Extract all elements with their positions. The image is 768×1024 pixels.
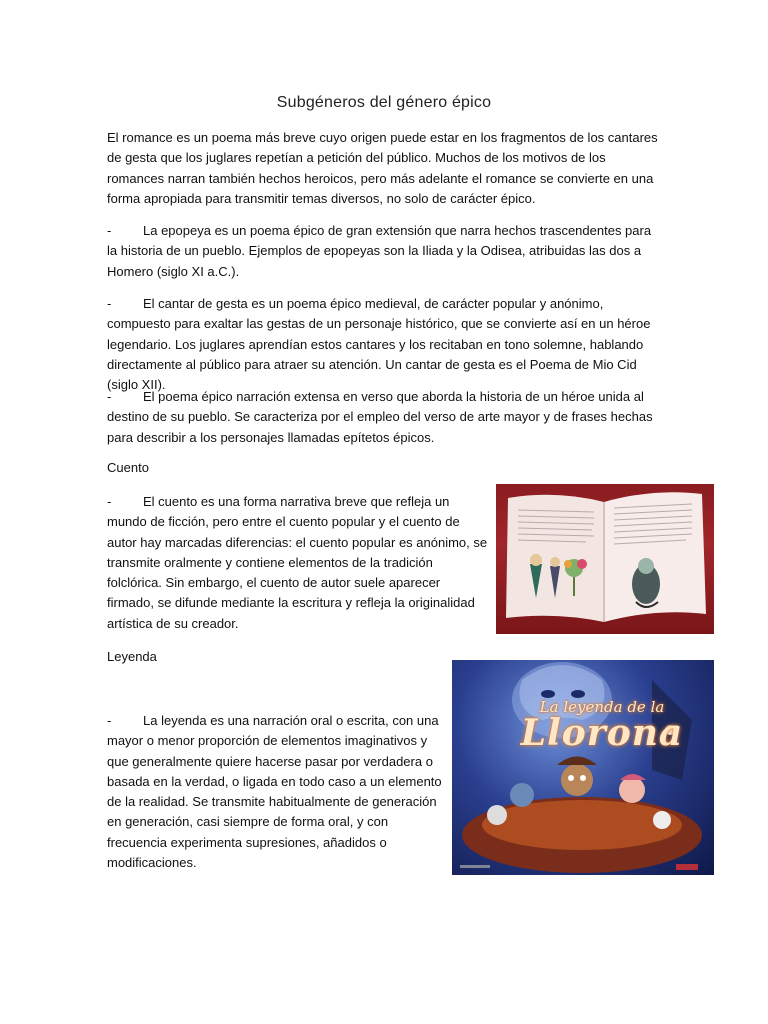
list-item-text: La epopeya es un poema épico de gran extensión que narra hechos trascendentes para la historia de un pueblo. Ejemplos de epopeyas son la Iliada y la Odisea, atribuidas las dos a Homero (siglo XI a.C.). <box>107 223 652 279</box>
bullet-dash: - <box>107 223 112 238</box>
poster-title-big: Llorona <box>520 712 684 754</box>
page-title: Subgéneros del género épico <box>276 94 492 111</box>
section-heading-leyenda: Leyenda <box>107 649 157 664</box>
poster-title <box>512 698 692 754</box>
leyenda-text: La leyenda es una narración oral o escrita, con una mayor o menor proporción de elementos imaginativos y que generalmente quiere hacerse pasar por verdadera o basada en la verdad, o ligada en todo caso a un elemento de la realidad. Se transmite habitualmente de generación en generación, casi siempre de forma oral, y con frecuencia experimenta supresiones, añadidos o modificaciones. <box>107 713 442 871</box>
bullet-dash: - <box>107 296 112 311</box>
cuento-text: El cuento es una forma narrativa breve que refleja un mundo de ficción, pero entre el cuento popular y el cuento de autor hay marcadas diferencias: el cuento popular es anónimo, se transmite oralmente y contiene elementos de la tradición folclórica. Sin embargo, el cuento de autor suele aparecer firmado, se difunde mediante la escritura y refleja la originalidad artística de su creador. <box>107 494 488 631</box>
section-heading-cuento: Cuento <box>107 460 149 475</box>
list-item-epopeya <box>107 221 662 282</box>
bullet-dash: - <box>107 494 112 509</box>
bullet-dash: - <box>107 713 112 728</box>
poster-title-small: La leyenda de la <box>539 698 665 716</box>
list-item-poema-epico <box>107 387 662 448</box>
list-item-text: El cantar de gesta es un poema épico medieval, de carácter popular y anónimo, compuesto para exaltar las gestas de un personaje histórico, que se convierte así en un héroe legendario. Los juglares aprendían estos cantares y los recitaban en tono solemne, hablando directamente al público para atraer su atención. Un cantar de gesta es el Poema de Mio Cid (siglo XII). <box>107 296 651 393</box>
movie-poster-image <box>452 660 714 875</box>
cuento-paragraph <box>107 492 489 634</box>
leyenda-paragraph <box>107 711 443 873</box>
list-item-text: El poema épico narración extensa en verso que aborda la historia de un héroe unida al destino de su pueblo. Se caracteriza por el empleo del verso de arte mayor y de frases hechas para describir a los personajes llamadas epítetos épicos. <box>107 389 653 445</box>
open-book-image <box>496 484 714 634</box>
intro-paragraph: El romance es un poema más breve cuyo origen puede estar en los fragmentos de los cantares de gesta que los juglares repetían a petición del público. Muchos de los motivos de los romances narran también hechos heroicos, pero más adelante el romance se convierte en una forma apropiada para transmitir temas diversos, no solo de carácter épico. <box>107 130 658 206</box>
bullet-dash: - <box>107 389 112 404</box>
list-item-cantar-de-gesta <box>107 294 662 395</box>
